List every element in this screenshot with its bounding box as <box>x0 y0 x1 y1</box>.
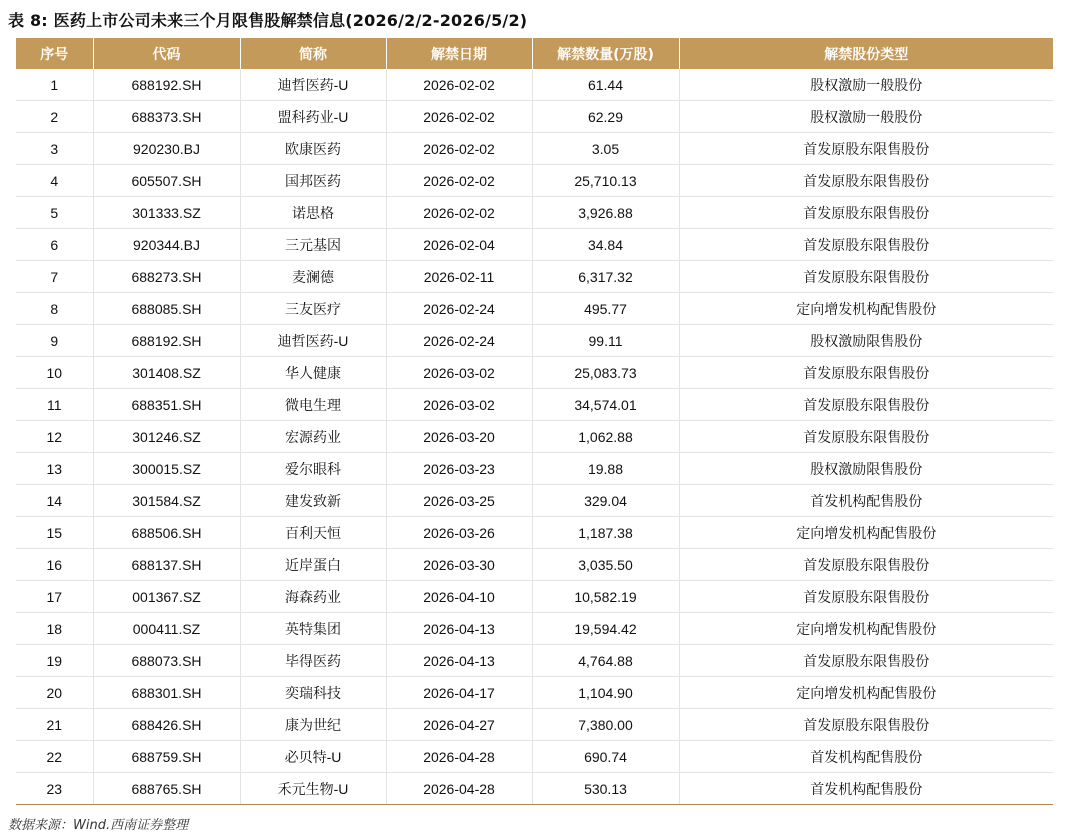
cell-code: 688765.SH <box>93 773 240 805</box>
header-index: 序号 <box>16 38 93 69</box>
cell-type: 首发原股东限售股份 <box>679 133 1053 165</box>
cell-date: 2026-02-24 <box>386 293 532 325</box>
cell-type: 股权激励一般股份 <box>679 69 1053 101</box>
cell-quantity: 4,764.88 <box>532 645 679 677</box>
cell-type: 定向增发机构配售股份 <box>679 293 1053 325</box>
cell-type: 定向增发机构配售股份 <box>679 677 1053 709</box>
cell-name: 毕得医药 <box>240 645 386 677</box>
cell-index: 14 <box>16 485 93 517</box>
cell-index: 9 <box>16 325 93 357</box>
cell-date: 2026-03-26 <box>386 517 532 549</box>
cell-index: 19 <box>16 645 93 677</box>
cell-type: 股权激励限售股份 <box>679 453 1053 485</box>
cell-date: 2026-04-13 <box>386 613 532 645</box>
cell-code: 688426.SH <box>93 709 240 741</box>
cell-quantity: 690.74 <box>532 741 679 773</box>
cell-date: 2026-04-10 <box>386 581 532 613</box>
cell-index: 5 <box>16 197 93 229</box>
cell-code: 688085.SH <box>93 293 240 325</box>
cell-type: 首发机构配售股份 <box>679 773 1053 805</box>
cell-date: 2026-03-02 <box>386 357 532 389</box>
cell-name: 建发致新 <box>240 485 386 517</box>
cell-index: 4 <box>16 165 93 197</box>
cell-type: 首发原股东限售股份 <box>679 197 1053 229</box>
cell-code: 688192.SH <box>93 325 240 357</box>
cell-name: 爱尔眼科 <box>240 453 386 485</box>
cell-quantity: 329.04 <box>532 485 679 517</box>
cell-code: 688351.SH <box>93 389 240 421</box>
cell-index: 16 <box>16 549 93 581</box>
table-row <box>16 101 1053 133</box>
cell-type: 首发原股东限售股份 <box>679 261 1053 293</box>
cell-type: 首发原股东限售股份 <box>679 581 1053 613</box>
cell-code: 000411.SZ <box>93 613 240 645</box>
cell-date: 2026-02-04 <box>386 229 532 261</box>
cell-code: 300015.SZ <box>93 453 240 485</box>
table-body <box>16 69 1053 805</box>
cell-index: 3 <box>16 133 93 165</box>
table-row <box>16 69 1053 101</box>
cell-date: 2026-03-20 <box>386 421 532 453</box>
header-code: 代码 <box>93 38 240 69</box>
cell-date: 2026-02-11 <box>386 261 532 293</box>
cell-quantity: 62.29 <box>532 101 679 133</box>
cell-code: 688192.SH <box>93 69 240 101</box>
table-row <box>16 389 1053 421</box>
cell-index: 23 <box>16 773 93 805</box>
cell-index: 2 <box>16 101 93 133</box>
cell-date: 2026-02-02 <box>386 101 532 133</box>
cell-name: 欧康医药 <box>240 133 386 165</box>
cell-type: 首发机构配售股份 <box>679 741 1053 773</box>
cell-quantity: 1,062.88 <box>532 421 679 453</box>
cell-quantity: 1,187.38 <box>532 517 679 549</box>
cell-date: 2026-04-13 <box>386 645 532 677</box>
table-row <box>16 261 1053 293</box>
cell-name: 三元基因 <box>240 229 386 261</box>
cell-type: 定向增发机构配售股份 <box>679 517 1053 549</box>
cell-name: 百利天恒 <box>240 517 386 549</box>
table-row <box>16 357 1053 389</box>
cell-name: 近岸蛋白 <box>240 549 386 581</box>
cell-quantity: 3.05 <box>532 133 679 165</box>
cell-type: 首发原股东限售股份 <box>679 645 1053 677</box>
cell-index: 17 <box>16 581 93 613</box>
table-row <box>16 549 1053 581</box>
cell-code: 920344.BJ <box>93 229 240 261</box>
cell-code: 688301.SH <box>93 677 240 709</box>
cell-type: 股权激励一般股份 <box>679 101 1053 133</box>
table-row <box>16 293 1053 325</box>
table-row <box>16 485 1053 517</box>
table-row <box>16 677 1053 709</box>
cell-quantity: 19.88 <box>532 453 679 485</box>
cell-quantity: 1,104.90 <box>532 677 679 709</box>
cell-code: 688073.SH <box>93 645 240 677</box>
cell-name: 宏源药业 <box>240 421 386 453</box>
cell-code: 688759.SH <box>93 741 240 773</box>
cell-type: 首发原股东限售股份 <box>679 421 1053 453</box>
cell-name: 麦澜德 <box>240 261 386 293</box>
cell-quantity: 99.11 <box>532 325 679 357</box>
cell-type: 首发机构配售股份 <box>679 485 1053 517</box>
cell-name: 奕瑞科技 <box>240 677 386 709</box>
cell-quantity: 530.13 <box>532 773 679 805</box>
cell-date: 2026-02-02 <box>386 69 532 101</box>
cell-quantity: 6,317.32 <box>532 261 679 293</box>
table-row <box>16 709 1053 741</box>
cell-name: 盟科药业-U <box>240 101 386 133</box>
table-row <box>16 133 1053 165</box>
cell-name: 英特集团 <box>240 613 386 645</box>
cell-index: 21 <box>16 709 93 741</box>
table-row <box>16 325 1053 357</box>
cell-quantity: 3,035.50 <box>532 549 679 581</box>
cell-quantity: 495.77 <box>532 293 679 325</box>
cell-name: 华人健康 <box>240 357 386 389</box>
table-row <box>16 229 1053 261</box>
cell-name: 迪哲医药-U <box>240 325 386 357</box>
cell-index: 20 <box>16 677 93 709</box>
cell-date: 2026-04-28 <box>386 741 532 773</box>
cell-type: 首发原股东限售股份 <box>679 357 1053 389</box>
table-title: 表 8: 医药上市公司未来三个月限售股解禁信息(2026/2/2-2026/5/2) <box>8 11 528 30</box>
cell-date: 2026-04-28 <box>386 773 532 805</box>
header-type: 解禁股份类型 <box>679 38 1053 69</box>
table-row <box>16 581 1053 613</box>
cell-index: 18 <box>16 613 93 645</box>
cell-date: 2026-03-30 <box>386 549 532 581</box>
table-row <box>16 421 1053 453</box>
cell-quantity: 61.44 <box>532 69 679 101</box>
cell-name: 必贝特-U <box>240 741 386 773</box>
table-row <box>16 645 1053 677</box>
cell-name: 微电生理 <box>240 389 386 421</box>
cell-index: 10 <box>16 357 93 389</box>
cell-quantity: 7,380.00 <box>532 709 679 741</box>
cell-index: 22 <box>16 741 93 773</box>
cell-index: 11 <box>16 389 93 421</box>
table-row <box>16 197 1053 229</box>
cell-date: 2026-02-24 <box>386 325 532 357</box>
cell-name: 迪哲医药-U <box>240 69 386 101</box>
table-row <box>16 165 1053 197</box>
cell-code: 301333.SZ <box>93 197 240 229</box>
cell-code: 001367.SZ <box>93 581 240 613</box>
table-row <box>16 741 1053 773</box>
cell-name: 康为世纪 <box>240 709 386 741</box>
cell-name: 海森药业 <box>240 581 386 613</box>
cell-date: 2026-02-02 <box>386 133 532 165</box>
table-header-row <box>16 38 1053 69</box>
cell-index: 6 <box>16 229 93 261</box>
cell-quantity: 34.84 <box>532 229 679 261</box>
cell-type: 首发原股东限售股份 <box>679 709 1053 741</box>
cell-type: 定向增发机构配售股份 <box>679 613 1053 645</box>
cell-index: 13 <box>16 453 93 485</box>
cell-name: 禾元生物-U <box>240 773 386 805</box>
cell-quantity: 25,083.73 <box>532 357 679 389</box>
cell-index: 1 <box>16 69 93 101</box>
cell-type: 股权激励限售股份 <box>679 325 1053 357</box>
cell-quantity: 19,594.42 <box>532 613 679 645</box>
cell-type: 首发原股东限售股份 <box>679 165 1053 197</box>
cell-name: 国邦医药 <box>240 165 386 197</box>
cell-date: 2026-03-02 <box>386 389 532 421</box>
table-row <box>16 613 1053 645</box>
unlock-table <box>16 38 1053 805</box>
cell-type: 首发原股东限售股份 <box>679 389 1053 421</box>
cell-date: 2026-04-17 <box>386 677 532 709</box>
cell-type: 首发原股东限售股份 <box>679 229 1053 261</box>
cell-index: 7 <box>16 261 93 293</box>
cell-code: 301246.SZ <box>93 421 240 453</box>
header-date: 解禁日期 <box>386 38 532 69</box>
table-row <box>16 773 1053 805</box>
cell-code: 688137.SH <box>93 549 240 581</box>
cell-code: 605507.SH <box>93 165 240 197</box>
cell-index: 8 <box>16 293 93 325</box>
cell-quantity: 34,574.01 <box>532 389 679 421</box>
cell-index: 12 <box>16 421 93 453</box>
header-quantity: 解禁数量(万股) <box>532 38 679 69</box>
table-row <box>16 453 1053 485</box>
cell-code: 301584.SZ <box>93 485 240 517</box>
cell-code: 301408.SZ <box>93 357 240 389</box>
cell-date: 2026-03-23 <box>386 453 532 485</box>
cell-date: 2026-04-27 <box>386 709 532 741</box>
cell-index: 15 <box>16 517 93 549</box>
cell-name: 诺思格 <box>240 197 386 229</box>
header-name: 简称 <box>240 38 386 69</box>
cell-date: 2026-02-02 <box>386 165 532 197</box>
cell-name: 三友医疗 <box>240 293 386 325</box>
cell-quantity: 3,926.88 <box>532 197 679 229</box>
cell-code: 688273.SH <box>93 261 240 293</box>
cell-quantity: 10,582.19 <box>532 581 679 613</box>
cell-quantity: 25,710.13 <box>532 165 679 197</box>
cell-type: 首发原股东限售股份 <box>679 549 1053 581</box>
cell-date: 2026-03-25 <box>386 485 532 517</box>
cell-date: 2026-02-02 <box>386 197 532 229</box>
cell-code: 688506.SH <box>93 517 240 549</box>
cell-code: 920230.BJ <box>93 133 240 165</box>
cell-code: 688373.SH <box>93 101 240 133</box>
source-note: 数据来源：Wind.西南证券整理 <box>8 818 189 833</box>
table-row <box>16 517 1053 549</box>
